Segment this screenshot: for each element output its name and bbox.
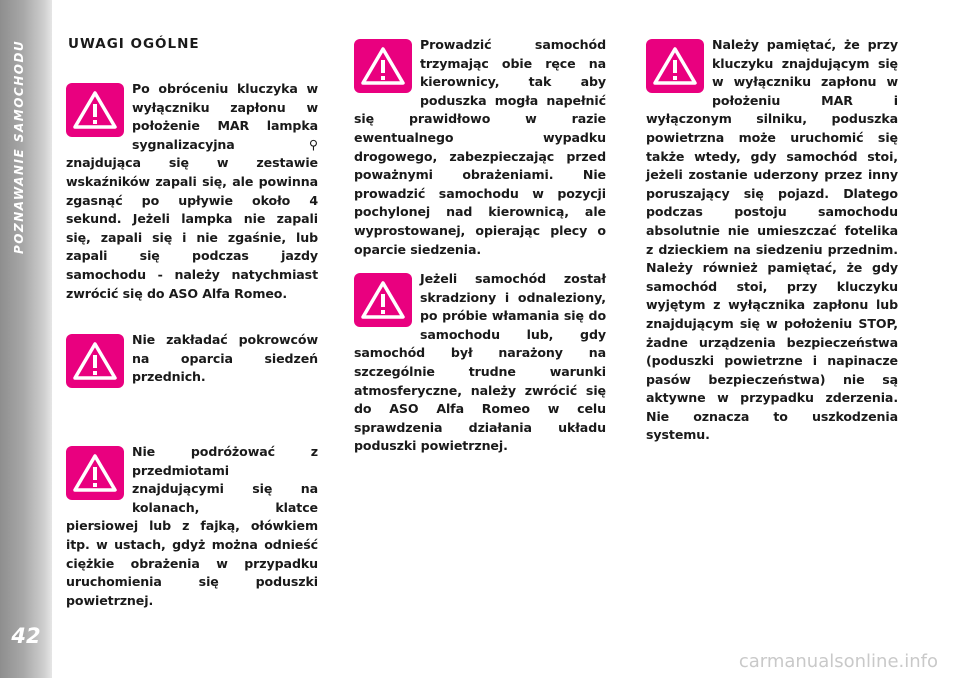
- sidebar-strip: [0, 0, 52, 678]
- warning-triangle-icon: [646, 39, 704, 93]
- warning-block-stolen-car: [354, 270, 606, 456]
- warning-text: Należy pamiętać, że przy kluczyku znajdującym się w wyłączniku zapłonu w położeniu MAR i wyłączonym silniku, poduszka powietrzna może uruchomić się także wtedy, gdy samochód stoi, jeżeli zostanie uderzony przez inny poruszający się pojazd. Dlatego podczas postoju samochodu absolutnie nie umieszczać fotelika z dzieckiem na siedzeniu przednim. Należy również pamiętać, że gdy samochód stoi, przy kluczyku wyjętym z wyłącznika zapłonu lub znajdującym się w położeniu STOP, żadne urządzenia bezpieczeństwa (poduszki powietrzne i napinacze pasów bezpieczeństwa) nie są aktywne w przypadku zderzenia. Nie oznacza to uszkodzenia systemu.: [646, 37, 898, 443]
- warning-triangle-icon: [66, 83, 124, 137]
- warning-block-ignition-lamp: [66, 80, 318, 303]
- warning-text: Nie podróżować z przedmiotami znajdującymi się na kolanach, klatce piersiowej lub z fajką, ołówkiem itp. w ustach, gdyż można odnieść ciężkie obrażenia w przypadku uruchomienia się poduszki powietrznej.: [66, 444, 318, 608]
- warning-text: Po obróceniu kluczyka w wyłączniku zapłonu w położenie MAR lampka sygnalizacyjna ⚲ znajdująca się w zestawie wskaźników zapali się, ale powinna zgasnąć po upływie około 4 sekund. Jeżeli lampka nie zapali się, zapali się i nie zgaśnie, lub zapali się podczas jazdy samochodu - należy natychmiast zwrócić się do ASO Alfa Romeo.: [66, 81, 318, 301]
- section-label: POZNAWANIE SAMOCHODU: [12, 40, 26, 255]
- warning-triangle-icon: [354, 273, 412, 327]
- warning-triangle-icon: [66, 446, 124, 500]
- warning-text: Prowadzić samochód trzymając obie ręce na kierownicy, tak aby poduszka mogła napełnić się prawidłowo w razie ewentualnego wypadku drogowego, zabezpieczając przed poważnymi obrażeniami. Nie prowadzić samochodu w pozycji pochylonej nad kierownicą, ale wyprostowanej, opierając plecy o oparcie siedzenia.: [354, 37, 606, 257]
- warning-text: Nie zakładać pokrowców na oparcia siedzeń przednich.: [132, 332, 318, 385]
- page-title: UWAGI OGÓLNE: [68, 36, 200, 52]
- warning-block-driving-position: [354, 36, 606, 259]
- warning-text: Jeżeli samochód został skradziony i odnaleziony, po próbie włamania się do samochodu lub, gdy samochód był narażony na szczególnie trudne warunki atmosferyczne, należy zwrócić się do ASO Alfa Romeo w celu sprawdzenia działania układu poduszki powietrznej.: [354, 271, 606, 454]
- warning-triangle-icon: [354, 39, 412, 93]
- warning-block-objects: [66, 443, 318, 610]
- warning-block-airbag-parked: [646, 36, 898, 445]
- watermark: carmanualsonline.info: [738, 651, 938, 672]
- warning-block-seat-covers: [66, 331, 318, 388]
- warning-triangle-icon: [66, 334, 124, 388]
- page-number: 42: [11, 624, 41, 648]
